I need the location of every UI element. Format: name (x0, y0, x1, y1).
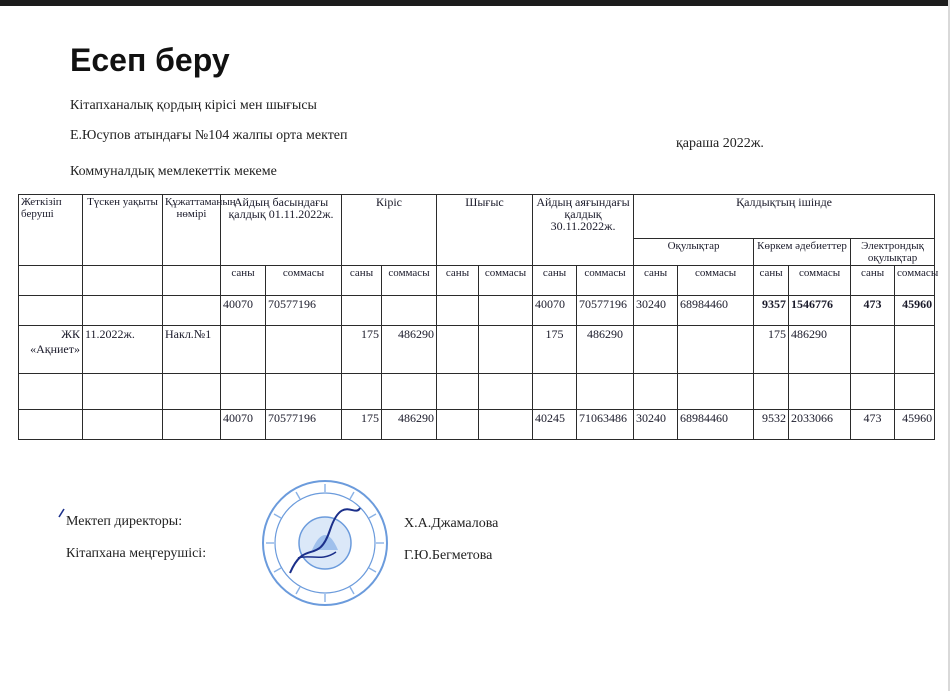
cell-start-amount (266, 326, 342, 374)
header-received-time: Түскен уақыты (83, 195, 163, 266)
table-row-total (19, 410, 935, 440)
cell-textbooks-count (634, 326, 678, 374)
subheader-amount: соммасы (789, 266, 851, 296)
cell-textbooks-amount (678, 326, 754, 374)
header-end-balance: Айдың аяғындағы қалдық 30.11.2022ж. (533, 195, 634, 266)
subheader-empty (163, 266, 221, 296)
cell-start-count: 40070 (221, 410, 266, 440)
librarian-name: Г.Ю.Бегметова (404, 548, 493, 563)
subheader-count: саны (533, 266, 577, 296)
header-start-balance: Айдың басындағы қалдық 01.11.2022ж. (221, 195, 342, 266)
librarian-label: Кітапхана меңгерушісі: (66, 546, 207, 561)
cell-time (83, 296, 163, 326)
cell-supplier (19, 410, 83, 440)
cell-textbooks-count: 30240 (634, 410, 678, 440)
subheader-amount: соммасы (266, 266, 342, 296)
cell-doc (163, 410, 221, 440)
subheader-count: саны (342, 266, 382, 296)
cell-out-amount (479, 410, 533, 440)
cell-in-amount (382, 296, 437, 326)
subheader-count: саны (851, 266, 895, 296)
subheader-count: саны (754, 266, 789, 296)
header-expense: Шығыс (437, 195, 533, 266)
cell-start-amount: 70577196 (266, 410, 342, 440)
organization-type: Коммуналдық мемлекеттік мекеме (70, 164, 277, 179)
school-name: Е.Юсупов атындағы №104 жалпы орта мектеп (70, 128, 348, 143)
cell-out-count (437, 410, 479, 440)
subheader-amount: соммасы (895, 266, 935, 296)
cell-time (83, 410, 163, 440)
subheader-count: саны (221, 266, 266, 296)
cell-electronic-amount (895, 326, 935, 374)
report-title: Есеп беру (70, 42, 230, 78)
cell-out-count (437, 296, 479, 326)
subheader-count: саны (437, 266, 479, 296)
report-period: қараша 2022ж. (676, 136, 764, 151)
cell-supplier (19, 296, 83, 326)
cell-supplier: ЖК «Ақниет» (19, 326, 83, 374)
cell-doc (163, 296, 221, 326)
director-label: Мектеп директоры: (66, 514, 183, 529)
cell-textbooks-count: 30240 (634, 296, 678, 326)
scan-edge-top (0, 0, 950, 6)
cell-electronic-count (851, 326, 895, 374)
cell-in-count (342, 296, 382, 326)
subheader-amount: соммасы (577, 266, 634, 296)
cell-out-amount (479, 296, 533, 326)
header-electronic: Электрондық оқулықтар (851, 239, 935, 266)
report-table (18, 194, 939, 440)
table-row (19, 326, 935, 374)
cell-end-amount: 486290 (577, 326, 634, 374)
cell-start-count (221, 326, 266, 374)
header-breakdown: Қалдықтың ішінде (634, 195, 935, 239)
director-name: Х.А.Джамалова (404, 516, 499, 531)
header-doc-number: Құжаттаманың нөмірі (163, 195, 221, 266)
cell-electronic-amount: 45960 (895, 296, 935, 326)
cell-doc: Накл.№1 (163, 326, 221, 374)
cell-electronic-count: 473 (851, 410, 895, 440)
subheader-amount: соммасы (382, 266, 437, 296)
cell-end-count: 40070 (533, 296, 577, 326)
cell-end-count: 40245 (533, 410, 577, 440)
subheader-empty (19, 266, 83, 296)
cell-in-amount: 486290 (382, 410, 437, 440)
cell-in-count: 175 (342, 410, 382, 440)
cell-out-count (437, 326, 479, 374)
cell-electronic-amount: 45960 (895, 410, 935, 440)
cell-start-amount: 70577196 (266, 296, 342, 326)
header-textbooks: Оқулықтар (634, 239, 754, 266)
official-stamp (260, 478, 390, 608)
cell-fiction-count: 175 (754, 326, 789, 374)
header-supplier: Жеткізіп беруші (19, 195, 83, 266)
cell-in-count: 175 (342, 326, 382, 374)
cell-fiction-count: 9532 (754, 410, 789, 440)
report-subtitle: Кітапханалық қордың кірісі мен шығысы (70, 98, 317, 113)
header-income: Кіріс (342, 195, 437, 266)
table-row-empty (19, 374, 935, 410)
table-row (19, 296, 935, 326)
cell-end-amount: 70577196 (577, 296, 634, 326)
cell-fiction-amount: 486290 (789, 326, 851, 374)
cell-fiction-amount: 2033066 (789, 410, 851, 440)
cell-end-amount: 71063486 (577, 410, 634, 440)
subheader-amount: соммасы (479, 266, 533, 296)
subheader-amount: соммасы (678, 266, 754, 296)
header-fiction: Көркем әдебиеттер (754, 239, 851, 266)
cell-out-amount (479, 326, 533, 374)
cell-in-amount: 486290 (382, 326, 437, 374)
cell-textbooks-amount: 68984460 (678, 410, 754, 440)
cell-start-count: 40070 (221, 296, 266, 326)
cell-textbooks-amount: 68984460 (678, 296, 754, 326)
cell-electronic-count: 473 (851, 296, 895, 326)
subheader-empty (83, 266, 163, 296)
subheader-count: саны (634, 266, 678, 296)
cell-fiction-count: 9357 (754, 296, 789, 326)
cell-time: 11.2022ж. (83, 326, 163, 374)
cell-fiction-amount: 1546776 (789, 296, 851, 326)
cell-end-count: 175 (533, 326, 577, 374)
